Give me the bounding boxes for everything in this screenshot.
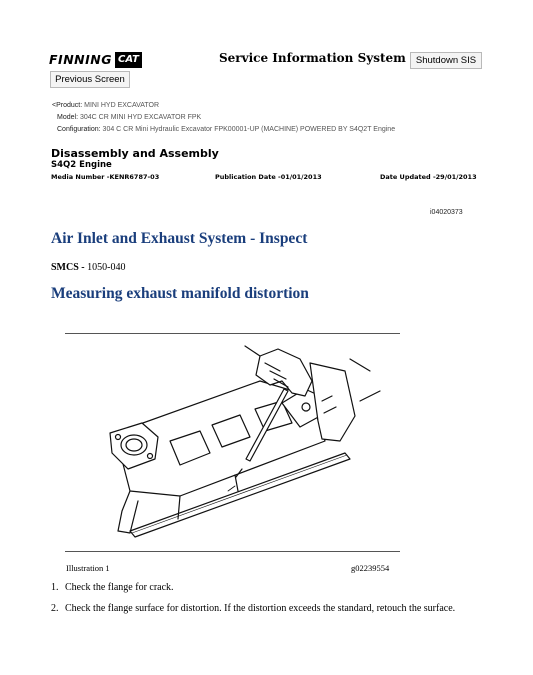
configuration-value: 304 C CR Mini Hydraulic Excavator FPK00001-UP (MACHINE) POWERED BY S4Q2T Engine — [102, 126, 396, 133]
step-number: 1. — [51, 582, 59, 593]
smcs-code — [51, 262, 125, 273]
logo-finning-text: FINNING — [49, 52, 112, 67]
document-id: i04020373 — [430, 209, 463, 216]
list-item — [51, 582, 471, 595]
step-text: Check the flange for crack. — [65, 582, 174, 593]
breadcrumb-product — [52, 101, 159, 110]
breadcrumb-model — [57, 113, 201, 122]
configuration-label: Configuration: — [57, 126, 101, 133]
previous-screen-button[interactable]: Previous Screen — [50, 71, 130, 88]
list-item — [51, 603, 471, 616]
illustration-id: g02239554 — [351, 563, 390, 573]
product-label[interactable]: <Product: — [52, 102, 83, 109]
page-title: Air Inlet and Exhaust System - Inspect — [51, 230, 308, 247]
logo-cat-badge: CAT — [115, 52, 142, 68]
instruction-list — [51, 582, 471, 623]
finning-cat-logo — [49, 50, 142, 69]
smcs-label: SMCS - — [51, 262, 85, 273]
illustration-bottom-rule — [65, 551, 400, 552]
media-number: Media Number -KENR6787-03 — [51, 173, 160, 181]
model-label: Model: — [57, 114, 79, 121]
illustration-top-rule — [65, 333, 400, 334]
illustration-label: Illustration 1 — [66, 563, 110, 573]
exhaust-manifold-illustration — [60, 341, 400, 546]
publication-date: Publication Date -01/01/2013 — [215, 173, 322, 181]
shutdown-sis-button[interactable]: Shutdown SIS — [410, 52, 482, 69]
breadcrumb-configuration — [57, 125, 395, 134]
step-text: Check the flange surface for distortion. If the distortion exceeds the standard, retouch the surface. — [65, 602, 456, 614]
model-value: 304C CR MINI HYD EXCAVATOR FPK — [79, 114, 202, 121]
date-updated: Date Updated -29/01/2013 — [380, 173, 477, 181]
section-heading: Disassembly and Assembly — [51, 147, 219, 160]
product-value: MINI HYD EXCAVATOR — [84, 102, 160, 109]
engine-heading: S4Q2 Engine — [51, 160, 112, 170]
step-number: 2. — [51, 602, 59, 614]
app-title: Service Information System — [219, 51, 406, 65]
section-subtitle: Measuring exhaust manifold distortion — [51, 285, 309, 302]
smcs-value: 1050-040 — [87, 262, 126, 273]
